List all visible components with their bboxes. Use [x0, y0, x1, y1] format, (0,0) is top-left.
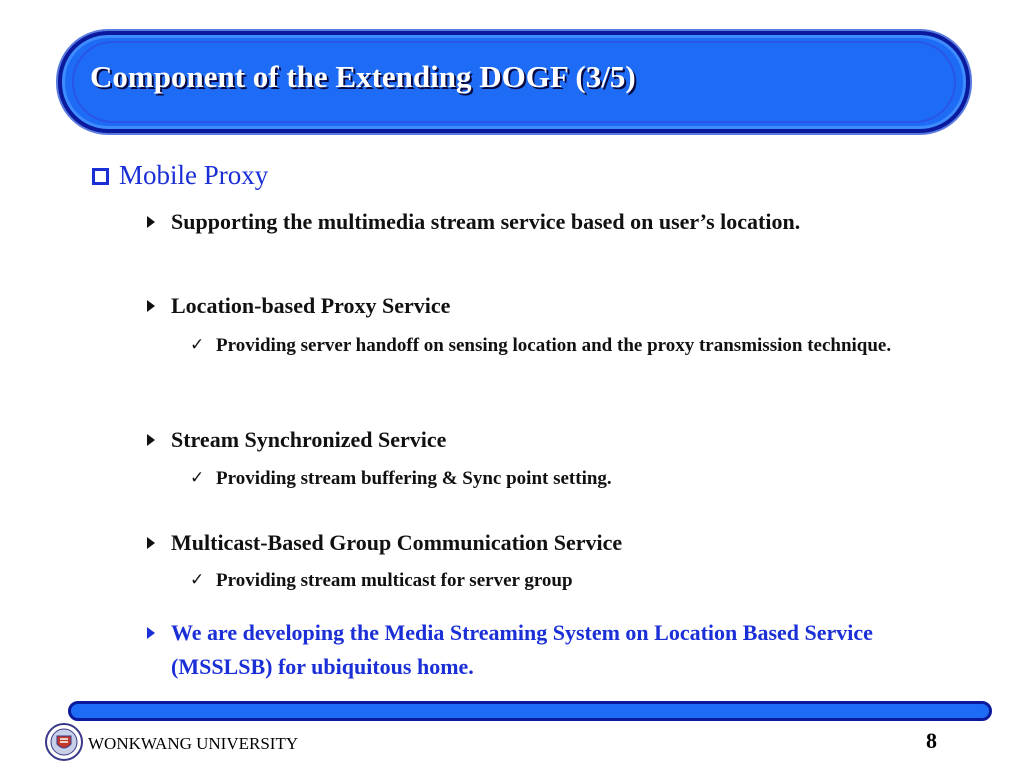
bullet-text: Location-based Proxy Service	[171, 293, 451, 318]
footer-bar	[68, 701, 992, 721]
triangle-bullet-icon	[147, 289, 171, 323]
bullet-text: We are developing the Media Streaming System on Location Based Service (MSSLSB) for ubiquitous home.	[171, 620, 873, 679]
sub-bullet-text: Providing stream buffering & Sync point setting.	[216, 468, 612, 489]
sub-bullet-item	[190, 330, 896, 361]
sub-bullet-text: Providing stream multicast for server group	[216, 570, 573, 591]
triangle-bullet-icon	[147, 616, 171, 684]
bullet-item	[147, 526, 911, 560]
sub-bullet-item	[190, 565, 896, 596]
bullet-item	[147, 205, 911, 239]
checkmark-icon: ✓	[190, 335, 205, 355]
section-heading-text: Mobile Proxy	[119, 160, 269, 190]
page-number: 8	[926, 728, 937, 753]
checkmark-icon: ✓	[190, 468, 205, 488]
university-seal-logo	[44, 722, 84, 762]
bullet-item	[147, 423, 911, 457]
bullet-text: Supporting the multimedia stream service based on user’s location.	[171, 209, 801, 234]
triangle-bullet-icon	[147, 205, 171, 239]
square-bullet-icon	[92, 168, 109, 185]
slide-title: Component of the Extending DOGF (3/5)	[90, 59, 636, 94]
checkmark-icon: ✓	[190, 570, 205, 590]
bullet-item	[147, 289, 911, 323]
bullet-text: Multicast-Based Group Communication Service	[171, 530, 623, 555]
bullet-item-highlight	[147, 616, 911, 684]
triangle-bullet-icon	[147, 423, 171, 457]
bullet-text: Stream Synchronized Service	[171, 427, 447, 452]
triangle-bullet-icon	[147, 526, 171, 560]
section-heading	[92, 160, 268, 191]
sub-bullet-item	[190, 463, 896, 494]
university-name: WONKWANG UNIVERSITY	[88, 734, 299, 753]
sub-bullet-text: Providing server handoff on sensing location and the proxy transmission technique.	[216, 335, 892, 356]
